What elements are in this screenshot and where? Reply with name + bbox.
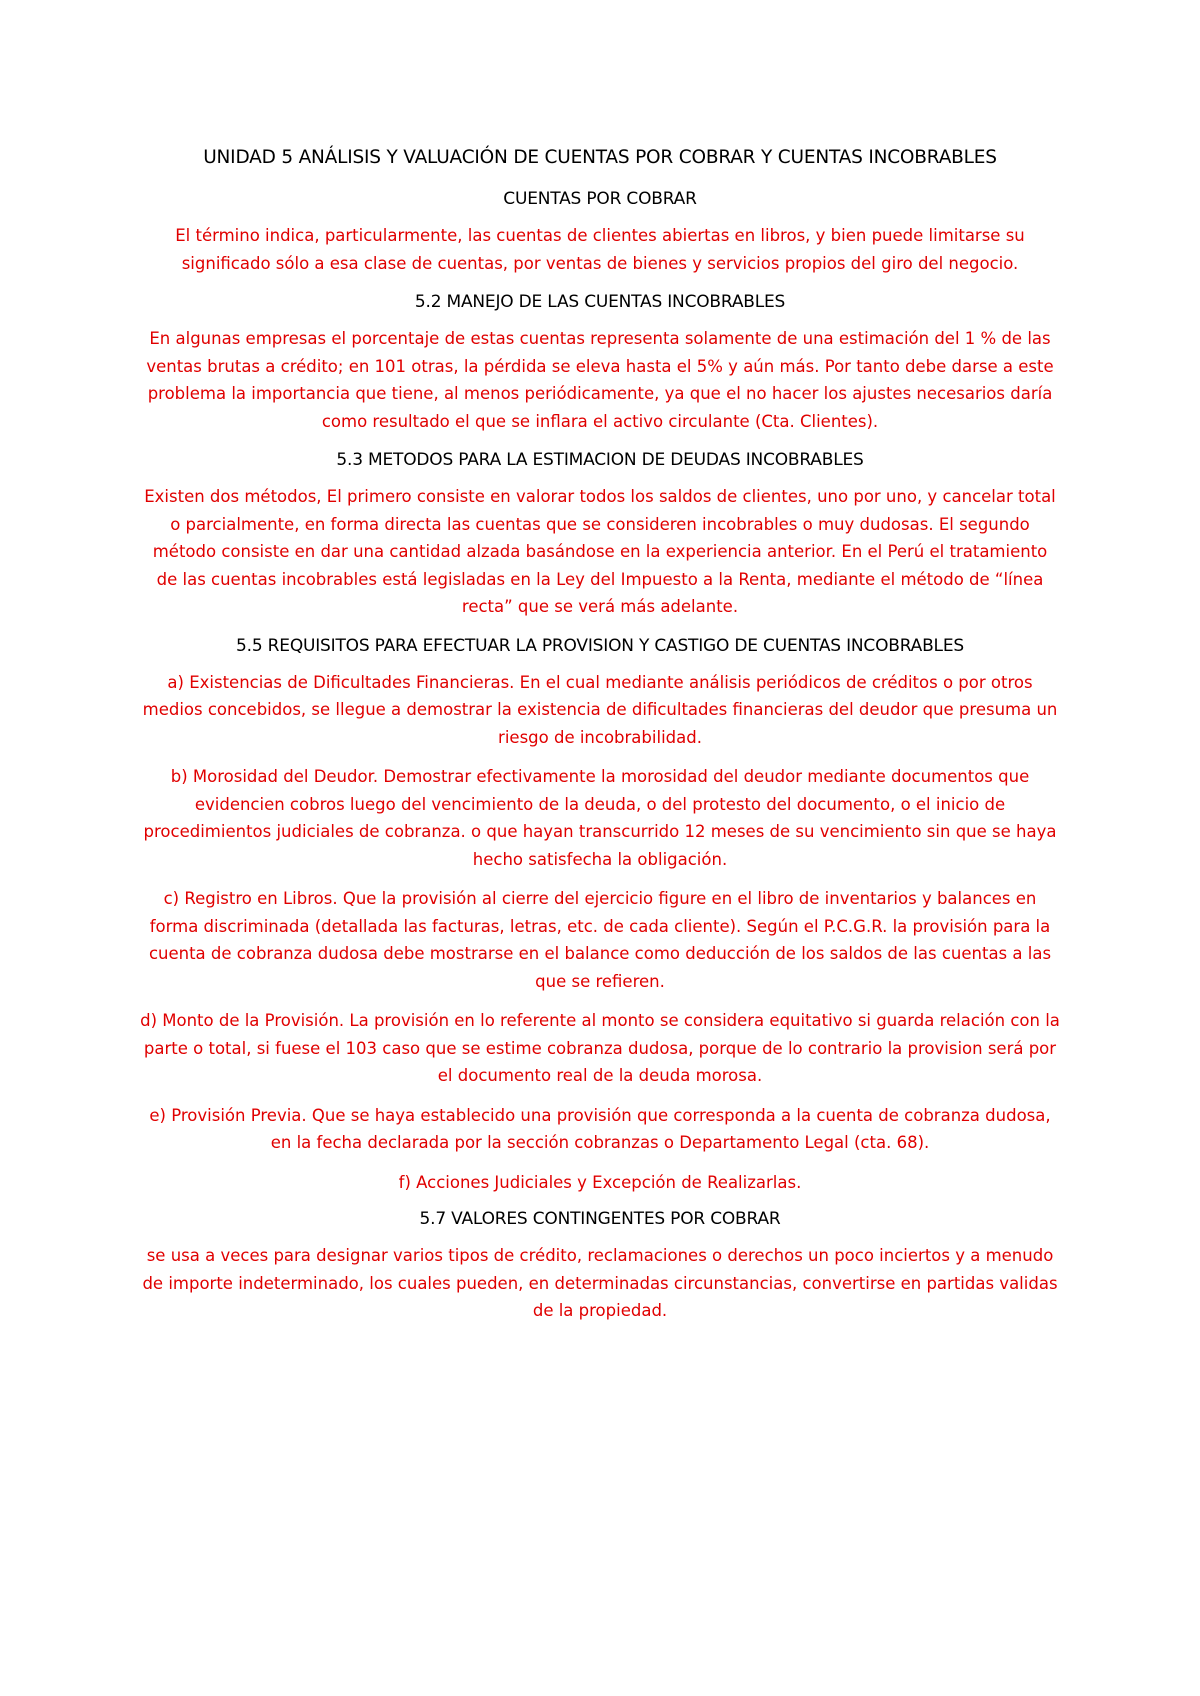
document-title: UNIDAD 5 ANÁLISIS Y VALUACIÓN DE CUENTAS POR COBRAR Y CUENTAS INCOBRABLES: [203, 147, 997, 168]
requirement-item-f: f) Acciones Judiciales y Excepción de Realizarlas.: [398, 1172, 802, 1192]
requirement-item-d: d) Monto de la Provisión. La provisión en lo referente al monto se considera equitativo si guarda relación con la parte o total, si fuese el 103 caso que se estime cobranza dudosa, porque de lo contrario la provision será por el documento real de la deuda morosa.: [140, 1011, 1060, 1085]
requirement-item-b: b) Morosidad del Deudor. Demostrar efectivamente la morosidad del deudor mediante documentos que evidencien cobros luego del vencimiento de la deuda, o del protesto del documento, o el inicio de procedimientos judiciales de cobranza. o que hayan transcurrido 12 meses de su vencimiento sin que se haya hecho satisfecha la obligación.: [143, 767, 1057, 869]
section-heading-metodos-estimacion: 5.3 METODOS PARA LA ESTIMACION DE DEUDAS INCOBRABLES: [336, 450, 864, 470]
paragraph-valores-contingentes: se usa a veces para designar varios tipos de crédito, reclamaciones o derechos un poco inciertos y a menudo de importe indeterminado, los cuales pueden, en determinadas circunstancias, convertirse en partidas validas de la propiedad.: [142, 1246, 1058, 1320]
section-heading-valores-contingentes: 5.7 VALORES CONTINGENTES POR COBRAR: [419, 1209, 781, 1229]
requirement-item-c: c) Registro en Libros. Que la provisión al cierre del ejercicio figure en el libro de inventarios y balances en forma discriminada (detallada las facturas, letras, etc. de cada cliente). Según el P.C.G.R. la provisión para la cuenta de cobranza dudosa debe mostrarse en el balance como deducción de los saldos de las cuentas a las que se refieren.: [148, 889, 1052, 991]
paragraph-cuentas-por-cobrar: El término indica, particularmente, las cuentas de clientes abiertas en libros, y bien puede limitarse su significado sólo a esa clase de cuentas, por ventas de bienes y servicios propios del giro del negocio.: [175, 226, 1025, 273]
section-heading-manejo-cuentas-incobrables: 5.2 MANEJO DE LAS CUENTAS INCOBRABLES: [414, 292, 786, 312]
section-heading-requisitos-provision: 5.5 REQUISITOS PARA EFECTUAR LA PROVISION Y CASTIGO DE CUENTAS INCOBRABLES: [236, 635, 964, 656]
requirement-item-a: a) Existencias de Dificultades Financieras. En el cual mediante análisis periódicos de créditos o por otros medios concebidos, se llegue a demostrar la existencia de dificultades financieras del deudor que presuma un riesgo de incobrabilidad.: [142, 672, 1058, 747]
requirement-item-e: e) Provisión Previa. Que se haya establecido una provisión que corresponda a la cuenta de cobranza dudosa, en la fecha declarada por la sección cobranzas o Departamento Legal (cta. 68).: [149, 1105, 1051, 1152]
paragraph-metodos-estimacion: Existen dos métodos, El primero consiste en valorar todos los saldos de clientes, uno por uno, y cancelar total o parcialmente, en forma directa las cuentas que se consideren incobrables o muy dudosas. El segundo método consiste en dar una cantidad alzada basándose en la experiencia anterior. En el Perú el tratamiento de las cuentas incobrables está legisladas en la Ley del Impuesto a la Renta, mediante el método de “línea recta” que se verá más adelante.: [144, 487, 1056, 616]
document-page: [140, 144, 1060, 1337]
paragraph-manejo-cuentas-incobrables: En algunas empresas el porcentaje de estas cuentas representa solamente de una estimación del 1 % de las ventas brutas a crédito; en 101 otras, la pérdida se eleva hasta el 5% y aún más. Por tanto debe darse a este problema la importancia que tiene, al menos periódicamente, ya que el no hacer los ajustes necesarios daría como resultado el que se inflara el activo circulante (Cta. Clientes).: [146, 329, 1054, 431]
section-heading-cuentas-por-cobrar: CUENTAS POR COBRAR: [503, 189, 697, 209]
